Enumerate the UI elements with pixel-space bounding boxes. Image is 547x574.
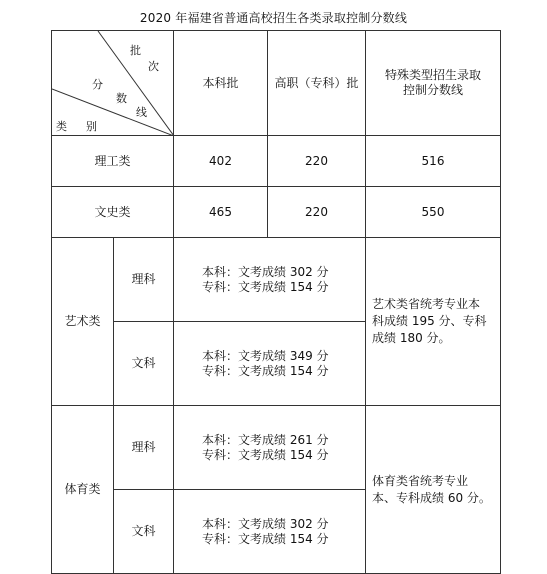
cell-wenshi-gaozhi: 220 [268, 187, 366, 238]
cell-wenshi-special: 550 [366, 187, 501, 238]
sport-like-line1: 本科：文考成绩 261 分 [202, 432, 329, 447]
sport-note-line1: 体育类省统考专业 [372, 473, 469, 488]
art-note-line3: 成绩 180 分。 [372, 331, 451, 345]
score-table [51, 30, 501, 574]
row-label-sport: 体育类 [52, 406, 114, 574]
cell-sport-note [366, 406, 501, 574]
cell-art-like-rules [174, 238, 366, 322]
art-wenke-line2: 专科：文考成绩 154 分 [202, 363, 329, 378]
art-wenke-line1: 本科：文考成绩 349 分 [202, 348, 329, 363]
diag-label-shu: 数 [116, 92, 127, 105]
sport-like-line2: 专科：文考成绩 154 分 [202, 447, 329, 462]
sub-label-sport-like: 理科 [114, 406, 174, 490]
art-like-line1: 本科：文考成绩 302 分 [202, 264, 329, 279]
sub-label-art-wenke: 文科 [114, 322, 174, 406]
row-wenshi [52, 187, 501, 238]
cell-sport-wenke-rules [174, 490, 366, 574]
diagonal-header-cell [52, 31, 174, 136]
cell-ligong-gaozhi: 220 [268, 136, 366, 187]
col-header-special-line1: 特殊类型招生录取 [384, 68, 481, 82]
diag-label-ci: 次 [148, 60, 159, 73]
document-title: 2020 年福建省普通高校招生各类录取控制分数线 [139, 11, 408, 25]
sub-label-sport-wenke: 文科 [114, 490, 174, 574]
row-label-wenshi: 文史类 [52, 187, 174, 238]
diag-label-xian: 线 [136, 106, 147, 119]
cell-sport-like-rules [174, 406, 366, 490]
art-note-line2: 科成绩 195 分、专科 [372, 314, 487, 328]
diag-label-pi: 批 [130, 44, 141, 57]
row-art-like [52, 238, 501, 322]
sub-label-art-like: 理科 [114, 238, 174, 322]
row-label-ligong: 理工类 [52, 136, 174, 187]
row-ligong [52, 136, 501, 187]
col-header-gaozhi: 高职（专科）批 [268, 31, 366, 136]
cell-ligong-benke: 402 [174, 136, 268, 187]
diag-label-fen: 分 [92, 78, 103, 91]
cell-wenshi-benke: 465 [174, 187, 268, 238]
col-header-special [366, 31, 501, 136]
art-note-line1: 艺术类省统考专业本 [372, 297, 481, 311]
row-sport-like [52, 406, 501, 490]
col-header-special-line2: 控制分数线 [402, 83, 463, 97]
cell-ligong-special: 516 [366, 136, 501, 187]
sport-note-line2: 本、专科成绩 60 分。 [372, 490, 491, 505]
cell-art-wenke-rules [174, 322, 366, 406]
diagonal-lines [52, 31, 174, 136]
sport-wenke-line1: 本科：文考成绩 302 分 [202, 516, 329, 531]
diag-label-bie: 别 [86, 120, 97, 133]
art-like-line2: 专科：文考成绩 154 分 [202, 279, 329, 294]
row-label-art: 艺术类 [52, 238, 114, 406]
cell-art-note [366, 238, 501, 406]
diag-label-lei: 类 [56, 120, 67, 133]
header-row [52, 31, 501, 136]
sport-wenke-line2: 专科：文考成绩 154 分 [202, 531, 329, 546]
col-header-benke: 本科批 [174, 31, 268, 136]
